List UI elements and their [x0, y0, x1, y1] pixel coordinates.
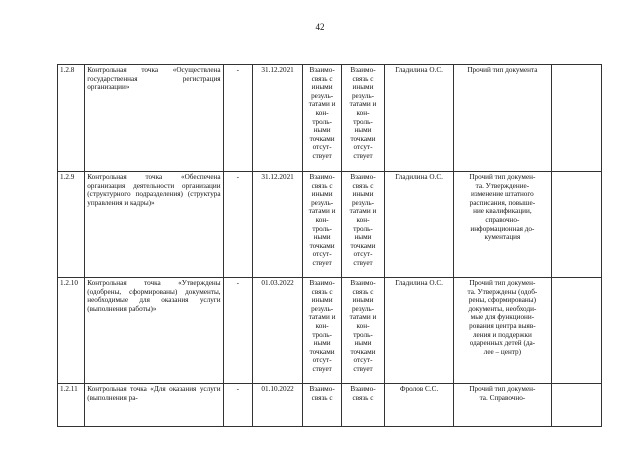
relation-cell-b-line: иными [352, 83, 374, 92]
relation-cell-b-line: связь с [352, 393, 374, 402]
relation-cell-b-line: Взаимо- [350, 279, 376, 287]
control-points-table [57, 64, 602, 427]
document-type-line: та. Справочно- [479, 393, 526, 402]
relation-cell-a-line: ными [313, 233, 331, 242]
relation-cell-a-line: иными [311, 296, 333, 305]
responsible-person: Гладилина О.С. [384, 278, 453, 384]
relation-cell-a [303, 65, 342, 172]
table-row [58, 172, 602, 278]
relation-cell-a-line: отсут- [312, 356, 332, 365]
relation-cell-b-line: точками [350, 241, 376, 250]
relation-cell-b-line: троль- [353, 117, 373, 126]
end-date-cell: 01.03.2022 [252, 278, 302, 384]
document-type-line: та. Утверждение- [475, 181, 530, 190]
document-type [454, 384, 551, 427]
relation-cell-a-line: троль- [312, 224, 332, 233]
relation-cell-a-line: Взаимо- [309, 385, 335, 393]
document-type-line: расписания, повыше- [469, 198, 536, 207]
relation-cell-a-line: резуль- [311, 304, 334, 313]
document-type-line: документы, необходи- [468, 304, 537, 313]
relation-cell-a-line: татами и [308, 313, 336, 322]
document-type-line: ние квалификации, [473, 207, 532, 216]
relation-cell-b-line: связь с [352, 181, 374, 190]
relation-cell-b-line: резуль- [351, 198, 375, 207]
control-point-name: Контрольная точка «Осуществлена государственная регистрация организации» [85, 65, 223, 172]
relation-cell-b-line: отсут- [353, 250, 373, 259]
relation-cell-a-line: ными [313, 339, 331, 348]
relation-cell-a-line: точками [309, 347, 335, 356]
document-type-line: кументация [484, 233, 521, 242]
end-date-cell: 31.12.2021 [252, 65, 302, 172]
relation-cell-a-line: точками [309, 134, 335, 143]
relation-cell-a-line: ными [313, 126, 331, 135]
relation-cell-b-line: точками [350, 134, 376, 143]
relation-cell-b [342, 384, 385, 427]
relation-cell-b-line: кон- [356, 215, 370, 224]
relation-cell-b-line: Взаимо- [350, 173, 376, 181]
table-row [58, 278, 602, 384]
relation-cell-a-line: кон- [315, 215, 329, 224]
relation-cell-b-line: ствует [353, 258, 373, 267]
relation-cell-a-line: отсут- [312, 250, 332, 259]
relation-cell-b [342, 278, 385, 384]
start-date-cell: - [223, 172, 252, 278]
relation-cell-a-line: иными [311, 190, 333, 199]
relation-cell-b-line: иными [352, 296, 374, 305]
document-type-line: Прочий тип документа [467, 66, 538, 74]
relation-cell-a-line: иными [311, 83, 333, 92]
relation-cell-b-line: связь с [352, 287, 374, 296]
relation-cell-a-line: Взаимо- [309, 66, 335, 74]
relation-cell-a-line: связь с [311, 74, 333, 83]
end-date-cell: 31.12.2021 [252, 172, 302, 278]
relation-cell-b-line: ными [354, 339, 372, 348]
relation-cell-b-line: связь с [352, 74, 374, 83]
control-point-name: Контрольная точка «Обеспечена организация деятельности организации (структурного подразделения) (структура управления и кадры)» [85, 172, 223, 278]
document-type-line: рования центра выяв- [469, 321, 536, 330]
relation-cell-b-line: татами и [349, 100, 377, 109]
relation-cell-b-line: иными [352, 190, 374, 199]
relation-cell-a-line: резуль- [311, 91, 334, 100]
start-date-cell: - [223, 384, 252, 427]
relation-cell-a-line: связь с [311, 393, 333, 402]
relation-cell-a-line: троль- [312, 330, 332, 339]
document-type-line: Прочий тип докумен- [469, 173, 536, 181]
document-type-line: изменение штатного [471, 190, 534, 199]
empty-cell [551, 278, 601, 384]
relation-cell-b-line: ствует [353, 364, 373, 373]
document-type [454, 278, 551, 384]
table-row [58, 384, 602, 427]
relation-cell-b-line: резуль- [351, 91, 375, 100]
relation-cell-a-line: отсут- [312, 143, 332, 152]
relation-cell-a-line: ствует [312, 258, 332, 267]
relation-cell-b-line: Взаимо- [350, 385, 376, 393]
document-type-line: рены, сформированы) [468, 296, 536, 305]
relation-cell-b-line: кон- [356, 321, 370, 330]
relation-cell-a-line: кон- [315, 108, 329, 117]
relation-cell-a-line: татами и [308, 207, 336, 216]
relation-cell-a [303, 172, 342, 278]
page-number: 42 [315, 22, 325, 32]
relation-cell-b-line: татами и [349, 313, 377, 322]
relation-cell-a-line: татами и [308, 100, 336, 109]
relation-cell-b-line: Взаимо- [350, 66, 376, 74]
relation-cell-b-line: ными [354, 126, 372, 135]
relation-cell-b-line: точками [350, 347, 376, 356]
relation-cell-a-line: ствует [312, 364, 332, 373]
document-type-line: Прочий тип докумен- [469, 385, 536, 393]
relation-cell-a-line: Взаимо- [309, 173, 335, 181]
document-type-line: мые для функциони- [470, 313, 535, 322]
responsible-person: Гладилина О.С. [384, 172, 453, 278]
empty-cell [551, 65, 601, 172]
relation-cell-b-line: резуль- [351, 304, 375, 313]
relation-cell-b [342, 65, 385, 172]
document-type-line: информационная до- [470, 224, 535, 233]
relation-cell-b-line: троль- [353, 224, 373, 233]
relation-cell-a-line: связь с [311, 287, 333, 296]
row-number: 1.2.11 [58, 384, 85, 427]
document-type [454, 65, 551, 172]
relation-cell-a-line: кон- [315, 321, 329, 330]
document-type-line: Прочий тип докумен- [469, 279, 536, 287]
relation-cell-b-line: отсут- [353, 143, 373, 152]
control-point-name: Контрольная точка «Утверждены (одобрены, сформированы) документы, необходимые для оказания услуги (выполнения работы)» [85, 278, 223, 384]
row-number: 1.2.10 [58, 278, 85, 384]
responsible-person: Фролов С.С. [384, 384, 453, 427]
empty-cell [551, 172, 601, 278]
relation-cell-a-line: точками [309, 241, 335, 250]
document-type-line: та. Утверждены (одоб- [467, 287, 538, 296]
relation-cell-b-line: троль- [353, 330, 373, 339]
document-type-line: справочно- [485, 215, 520, 224]
relation-cell-a-line: ствует [312, 151, 332, 160]
relation-cell-a [303, 278, 342, 384]
document-type [454, 172, 551, 278]
relation-cell-b-line: отсут- [353, 356, 373, 365]
start-date-cell: - [223, 65, 252, 172]
row-number: 1.2.8 [58, 65, 85, 172]
document-type-line: одаренных детей (да- [469, 339, 536, 348]
table-row [58, 65, 602, 172]
control-point-name: Контрольная точка «Для оказания услуги (выполнения ра- [85, 384, 223, 427]
relation-cell-a-line: связь с [311, 181, 333, 190]
relation-cell-a [303, 384, 342, 427]
document-type-line: ления и поддержки [472, 330, 532, 339]
relation-cell-b-line: татами и [349, 207, 377, 216]
row-number: 1.2.9 [58, 172, 85, 278]
start-date-cell: - [223, 278, 252, 384]
end-date-cell: 01.10.2022 [252, 384, 302, 427]
document-type-line: лее – центр) [483, 347, 522, 356]
relation-cell-b-line: ными [354, 233, 372, 242]
relation-cell-b [342, 172, 385, 278]
relation-cell-a-line: троль- [312, 117, 332, 126]
relation-cell-a-line: Взаимо- [309, 279, 335, 287]
relation-cell-a-line: резуль- [311, 198, 334, 207]
relation-cell-b-line: кон- [356, 108, 370, 117]
responsible-person: Гладилина О.С. [384, 65, 453, 172]
relation-cell-b-line: ствует [353, 151, 373, 160]
empty-cell [551, 384, 601, 427]
